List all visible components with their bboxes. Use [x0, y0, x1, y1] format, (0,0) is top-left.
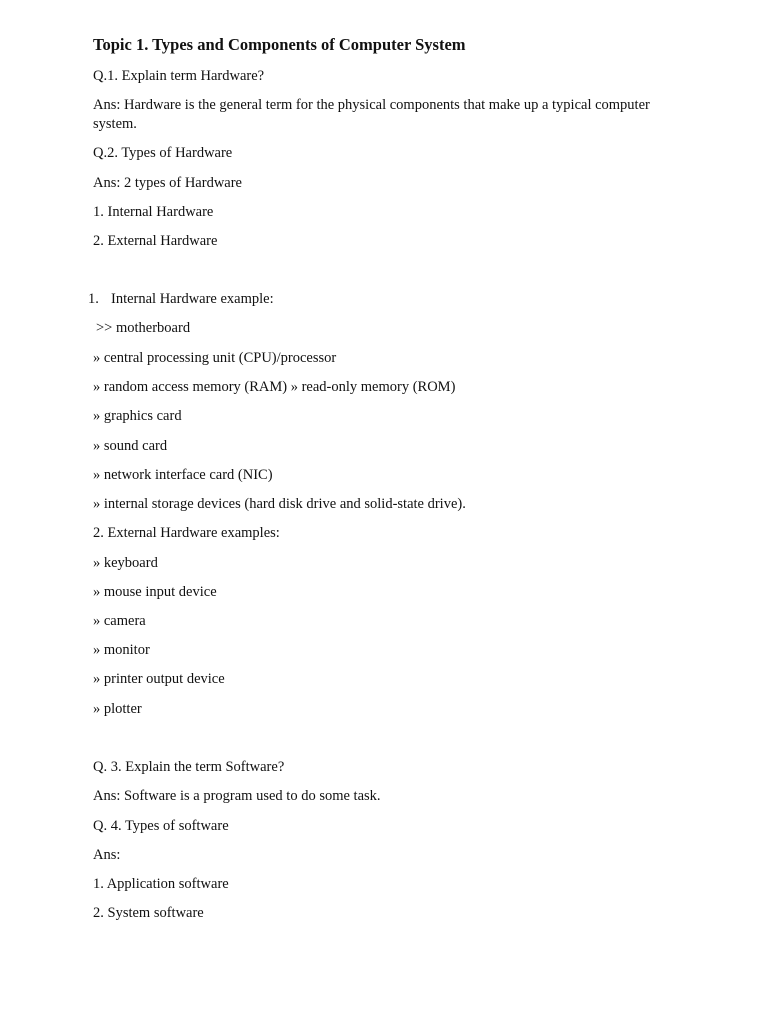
list-item: >> motherboard: [96, 320, 191, 336]
list-item: » sound card: [93, 438, 168, 454]
software-type-system: 2. System software: [93, 905, 204, 921]
internal-hardware-heading: [88, 290, 274, 309]
list-item: » keyboard: [93, 555, 158, 571]
question-1: Q.1. Explain term Hardware?: [93, 68, 265, 84]
hardware-type-internal: 1. Internal Hardware: [93, 204, 214, 220]
list-item: » printer output device: [93, 671, 225, 687]
list-item: » plotter: [93, 701, 142, 717]
list-item: » monitor: [93, 642, 150, 658]
answer-4: Ans:: [93, 847, 121, 863]
question-4: Q. 4. Types of software: [93, 818, 229, 834]
question-2: Q.2. Types of Hardware: [93, 145, 233, 161]
answer-1: Ans: Hardware is the general term for the physical components that make up a typical computer system.: [93, 97, 650, 132]
answer-3: Ans: Software is a program used to do some task.: [93, 788, 381, 804]
external-hardware-heading: 2. External Hardware examples:: [93, 525, 280, 541]
list-item: » central processing unit (CPU)/processor: [93, 350, 337, 366]
internal-heading-text: Internal Hardware example:: [111, 291, 274, 307]
hardware-type-external: 2. External Hardware: [93, 233, 218, 249]
list-item: » graphics card: [93, 408, 182, 424]
internal-heading-number: 1.: [88, 291, 99, 307]
list-item: » mouse input device: [93, 584, 217, 600]
software-type-application: 1. Application software: [93, 876, 229, 892]
page-title: Topic 1. Types and Components of Computer System: [93, 35, 466, 54]
question-3: Q. 3. Explain the term Software?: [93, 759, 285, 775]
list-item: » camera: [93, 613, 146, 629]
list-item: » network interface card (NIC): [93, 467, 273, 483]
answer-2: Ans: 2 types of Hardware: [93, 175, 242, 191]
list-item: » random access memory (RAM) » read-only memory (ROM): [93, 379, 456, 395]
list-item: » internal storage devices (hard disk drive and solid-state drive).: [93, 496, 466, 512]
